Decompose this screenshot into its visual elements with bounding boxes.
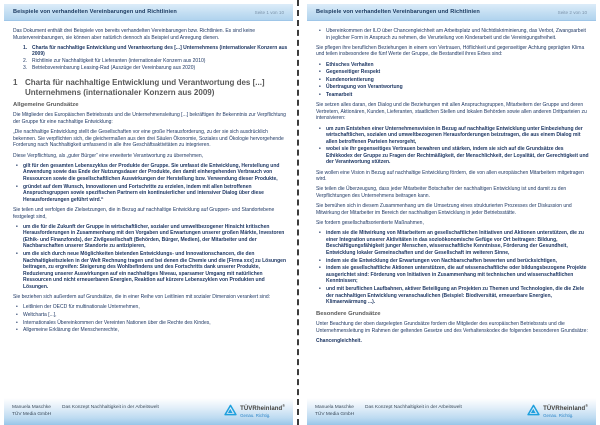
page2-header-band xyxy=(307,4,596,21)
bullet-list xyxy=(319,28,591,41)
footer-author: Manuela Maschke xyxy=(315,404,354,410)
bullet-item: • Weltcharta [...], xyxy=(16,312,288,319)
bullet-item: • um die für die Zukunft der Gruppe in wirtschaftlicher, sozialer und umweltbezogener Hinsicht kritischen Herausforderungen in Zusammenhang mit den Vorgaben und Erwartungen unserer großen Märkte, Investoren (Ethik- und Finanzfonds), der Zivilgesellschaft (Behörden, Bürger, Medien), der Mitarbeiter und der Nachbarschaften unserer Standorte zu antizipieren, xyxy=(16,224,288,250)
body-paragraph: Sie wollen eine Vision in Bezug auf nachhaltige Entwicklung fördern, die von allen europäischen Mitarbeitern mitgetragen wird. xyxy=(316,169,584,183)
bullet-item: • Kundenorientierung xyxy=(319,77,591,84)
page-header-title: Beispiele von verhandelten Vereinbarungen und Richtlinien xyxy=(316,9,480,15)
toc-label: Richtlinie zur Nachhaltigkeit für Lieferanten (internationaler Konzern aus 2010) xyxy=(32,57,206,64)
logo-tagline: Genau. Richtig. xyxy=(543,413,574,419)
bullet-item: • indem sie die Mitwirkung von Mitarbeitern an gesellschaftlichen Initiativen und Aktionen unterstützen, die zu einer Integration unserer Aktivitäten in das sozioökonomische Gefüge vor Ort beitragen: Bildung, Beschäftigungsfähigkeit junger Menschen, wissenschaftliche Kenntnisse, Förderung der Gesundheit, Entwicklung lokaler Gemeinschaften und der Gesellschaft im weiteren Sinne, xyxy=(319,230,591,256)
section-heading xyxy=(13,78,288,97)
bullet-item: • indem sie gesellschaftliche Aktionen unterstützen, die auf wissenschaftliche oder bildungsbezogene Projekte ausgerichtet sind: Förderung von Initiativen in Zusammenhang mit technischen und wissenschaftlichen Kenntnissen; xyxy=(319,265,591,285)
page-divider-dashed-line xyxy=(297,0,299,425)
document-page-1 xyxy=(0,0,297,425)
logo-wordmark: TÜVRheinland® xyxy=(543,404,588,413)
body-paragraph: Sie beziehen sich außerdem auf Grundsätze, die in einer Reihe von Leitlinien mit sozialer Dimension verankert sind: xyxy=(13,294,271,301)
body-paragraph: Diese Verpflichtung, als „guter Bürger“ eine erweiterte Verantwortung zu übernehmen, xyxy=(13,152,204,159)
toc-item xyxy=(23,58,288,65)
body-paragraph: Sie teilen und verfolgen die Zielsetzungen, die in Bezug auf nachhaltige Entwicklung auf Gruppen- und Standortebene festgelegt sind, xyxy=(13,206,275,220)
bullet-item: • wobei sie ihr gegenseitiges Vertrauen bewahren und stärken, indem sie sich auf die Grundsätze des Ethikkodex der Gruppe zu Fragen der Rechtmäßigkeit, der Menschlichkeit, der Loyalität, der Gerechtigkeit und der Verantwortung stützen. xyxy=(319,146,591,166)
bullet-list xyxy=(16,304,288,333)
body-paragraph: Unter Beachtung der oben dargelegten Grundsätze fordern die Mitglieder des europäischen Betriebsrats und die Unternehmensleitung im Rahmen der geltenden Gesetze und des Verhaltenskodex die folgenden besonderen Grundsätze: xyxy=(316,321,588,334)
toc-number: 2. xyxy=(23,57,28,64)
subsection-heading: Besondere Grundsätze xyxy=(316,310,381,317)
tuv-rheinland-logo xyxy=(224,403,285,421)
logo-tagline: Genau. Richtig. xyxy=(240,413,271,419)
footer-author: Manuela Maschke xyxy=(12,404,51,410)
page1-content xyxy=(13,28,288,395)
bullet-item: • Leitlinien der OECD für multinationale Unternehmen, xyxy=(16,304,288,311)
values-bullet-list xyxy=(319,62,591,99)
body-paragraph: Sie fordern gesellschaftsorientierte Maßnahmen, xyxy=(316,220,424,226)
toc-item xyxy=(23,45,288,58)
footer-text xyxy=(315,405,462,419)
logo-text-block xyxy=(240,404,285,418)
body-paragraph: Sie bemühen sich in diesem Zusammenhang um die Umsetzung eines strukturierten Prozesses der Diskussion und Mitwirkung der Mitarbeiter im Bereich der nachhaltigen Entwicklung in jeder Betriebsstätte. xyxy=(316,203,572,216)
footer-work-title: Das Konzept Nachhaltigkeit in der Arbeitswelt xyxy=(62,404,159,410)
bullet-item: • Teamarbeit xyxy=(319,92,591,99)
page2-content xyxy=(316,28,591,395)
logo-text-block xyxy=(543,404,588,418)
document-toc xyxy=(23,45,288,71)
quote-paragraph: „Die nachhaltige Entwicklung stellt die Gesellschaften vor eine große Herausforderung, zu der sie sich ausdrücklich bekennen. Sie verpflichten sich, die gleichermaßen aus den drei Säulen Ökonomie, Soziales und Ökologie hervorgehende Forderung nach Nachhaltigkeit umfassend in alle ihre Geschäftsaktivitäten zu integrieren. xyxy=(13,129,284,149)
subsection-heading: Allgemeine Grundsätze xyxy=(13,102,79,109)
footer-work-title: Das Konzept Nachhaltigkeit in der Arbeitswelt xyxy=(365,404,462,410)
toc-label: Charta für nachhaltige Entwicklung und Verantwortung des [...] Unternehmens (internationaler Konzern aus 2009) xyxy=(32,44,288,58)
bullet-item: • gilt für den gesamten Lebenszyklus der Produkte der Gruppe. Sie umfasst die Entwicklung, Herstellung und Anwendung sowie das Ende der Nutzungsdauer der Produkte, den damit einhergehenden Verbrauch von Ressourcen sowie die gesellschaftlichen Auswirkungen der Herstellung bzw. Verwendung dieser Produkte, xyxy=(16,163,288,183)
body-paragraph: Sie teilen die Überzeugung, dass jeder Mitarbeiter Botschafter der nachhaltigen Entwicklung ist und damit zu den Verpflichtungen des Unternehmens beitragen kann. xyxy=(316,186,567,200)
body-paragraph: Die Mitglieder des Europäischen Betriebsrats und die Unternehmensleitung [...] bekräftigen ihr Bekenntnis zur Verpflichtung der Gruppe für eine nachhaltige Entwicklung: xyxy=(13,112,286,125)
page-number-label: Seite 1 von 10 xyxy=(254,9,284,15)
toc-number: 3. xyxy=(23,64,28,71)
footer-publisher: TÜV Media GmbH xyxy=(315,411,355,417)
page1-footer-band xyxy=(4,398,293,425)
bullet-list xyxy=(16,224,288,291)
bullet-item: • Übertragung von Verantwortung xyxy=(319,84,591,91)
document-page-2 xyxy=(303,0,600,425)
page-number-label: Seite 2 von 10 xyxy=(557,9,587,15)
page2-footer-band xyxy=(307,398,596,425)
toc-number: 1. xyxy=(23,44,28,51)
logo-wordmark: TÜVRheinland® xyxy=(240,404,285,413)
section-number: 1 xyxy=(13,78,18,88)
footer-text xyxy=(12,405,159,419)
bullet-item: • Allgemeine Erklärung der Menschenrechte, xyxy=(16,327,288,334)
bullet-item: • um zum Entstehen einer Unternehmensvision in Bezug auf nachhaltige Entwicklung unter Einbeziehung der wirtschaftlichen, sozialen und umweltbezogenen Herausforderungen beizutragen, die aus einem Dialog mit allen betroffenen Parteien hervorgeht, xyxy=(319,126,591,146)
bullet-item: • indem sie die Entwicklung der Erwartungen von Nachbarschaften bewerten und berücksichtigen, xyxy=(319,258,591,265)
bullet-item: • Übereinkommen der ILO über Chancengleichheit am Arbeitsplatz und Nichtdiskriminierung, das Verbot, Zwangsarbeit in jeglicher Form in Anspruch zu nehmen, die Verurteilung von Kinderarbeit und die Vereinigungsfreiheit. xyxy=(319,28,591,41)
tuv-rheinland-logo xyxy=(527,403,588,421)
footer-row xyxy=(315,405,462,412)
bullet-item: • und mit beruflichen Laufbahnen, aktiver Beteiligung an Projekten zu Themen und Technologien, die die Ziele der nachhaltigen Entwicklung veranschaulichen (Beispiel: Biodiversität, erneuerbare Energien, Klimaerwärmung ...). xyxy=(319,286,591,306)
toc-label: Betriebsvereinbarung Leasing-Rad (Auszüge der Vereinbarung aus 2020) xyxy=(32,64,196,71)
footer-publisher: TÜV Media GmbH xyxy=(12,411,52,417)
body-paragraph: Sie setzen alles daran, den Dialog und die Beziehungen mit allen Anspruchsgruppen, Mitarbeitern der Gruppe und deren Vertretern, Aktionären, Kunden, Lieferanten, staatlichen Stellen und lokalen Behörden sowie allen anderen Drittparteien zu intensivieren: xyxy=(316,102,587,122)
page-header-title: Beispiele von verhandelten Vereinbarungen und Richtlinien xyxy=(13,9,177,15)
page1-header-band xyxy=(4,4,293,21)
bullet-list xyxy=(319,230,591,306)
bullet-item: • Gegenseitiger Respekt xyxy=(319,69,591,76)
footer-row xyxy=(12,405,159,412)
intro-paragraph: Das Dokument enthält drei Beispiele von bereits verhandelten Vereinbarungen bzw. Richtlinien. Es sind keine Mustervereinbarungen, sie können aber natürlich dennoch als Beispiel und Anregung dienen. xyxy=(13,28,256,41)
bullet-item: • gründet auf dem Wunsch, Innovationen und Fortschritte zu erzielen, indem mit allen betroffenen Anspruchsgruppen sowie spezifischen Partnern ein kontinuierlicher und intensiver Dialog über diese Herausforderungen geführt wird.“ xyxy=(16,184,288,204)
toc-item xyxy=(23,65,288,72)
bullet-list xyxy=(16,163,288,204)
section-title: Charta für nachhaltige Entwicklung und Verantwortung des [...] Unternehmens (internationaler Konzern aus 2009) xyxy=(25,78,265,97)
bullet-item: • Internationales Übereinkommen der Vereinten Nationen über die Rechte des Kindes, xyxy=(16,320,288,327)
body-paragraph: Sie pflegen ihre beruflichen Beziehungen in einem von Vertrauen, Höflichkeit und gegenseitiger Achtung geprägten Klima und teilen insbesondere die fünf Werte der Gruppe, die Bestandteil ihres Erbes sind: xyxy=(316,44,585,58)
tuv-triangle-icon xyxy=(527,403,540,421)
body-paragraph-bold: Chancengleichheit. xyxy=(316,337,362,344)
bullet-item: • um die sich durch neue Möglichkeiten bietenden Entwicklungs- und Innovationschancen, die den Nachhaltigkeitszielen in der Welt Rechnung tragen und bei denen die Chemie und die [Firma xxx] zu Lösungen beitragen, zu ergreifen: Steigerung des Wohlbefindens und des Fortschritts dank unserer Produkte, Reduzierung unserer Auswirkungen auf ein nachhaltiges Niveau, sparsamer Umgang mit natürlichen Ressourcen und nicht erneuerbaren Energien, Reaktion auf kürzere Lebenszyklen von Produkten und Lösungen. xyxy=(16,251,288,291)
bullet-list xyxy=(319,126,591,167)
bullet-item: • Ethisches Verhalten xyxy=(319,62,591,69)
tuv-triangle-icon xyxy=(224,403,237,421)
